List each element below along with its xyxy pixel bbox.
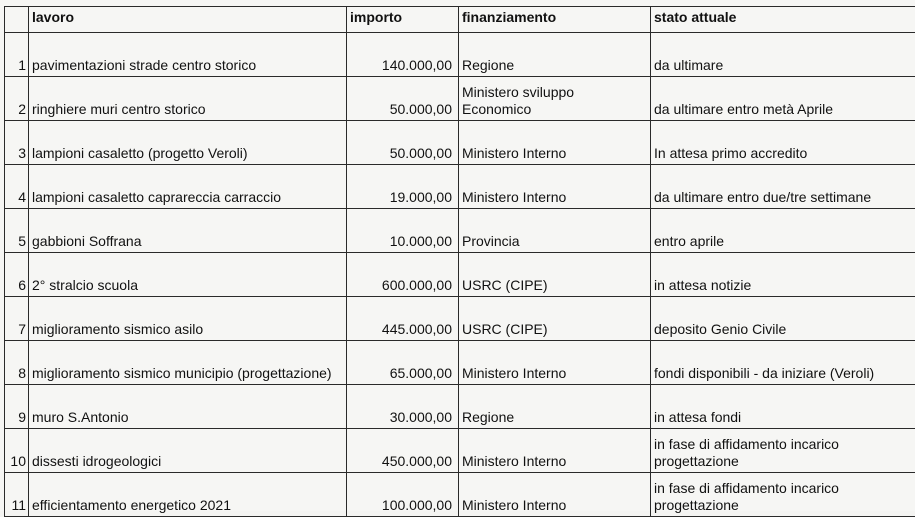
cell-finanziamento: Ministero Interno xyxy=(459,165,651,209)
cell-importo: 600.000,00 xyxy=(347,253,459,297)
cell-stato: in fase di affidamento incarico progettazione xyxy=(651,429,915,473)
cell-stato: in attesa fondi xyxy=(651,385,915,429)
cell-stato: da ultimare xyxy=(651,33,915,77)
header-finanziamento: finanziamento xyxy=(459,7,651,33)
header-row xyxy=(5,7,915,33)
row-number: 2 xyxy=(5,77,29,121)
table-row xyxy=(5,429,915,473)
table-row xyxy=(5,385,915,429)
table-row xyxy=(5,209,915,253)
header-importo: importo xyxy=(347,7,459,33)
cell-lavoro: ringhiere muri centro storico xyxy=(29,77,347,121)
row-number: 11 xyxy=(5,473,29,517)
cell-finanziamento: Provincia xyxy=(459,209,651,253)
table-row xyxy=(5,297,915,341)
cell-finanziamento: Ministero sviluppo Economico xyxy=(459,77,651,121)
cell-lavoro: pavimentazioni strade centro storico xyxy=(29,33,347,77)
cell-finanziamento: Ministero Interno xyxy=(459,121,651,165)
row-number: 10 xyxy=(5,429,29,473)
table-row xyxy=(5,121,915,165)
cell-finanziamento: Ministero Interno xyxy=(459,341,651,385)
row-number: 8 xyxy=(5,341,29,385)
cell-stato: da ultimare entro due/tre settimane xyxy=(651,165,915,209)
cell-stato: deposito Genio Civile xyxy=(651,297,915,341)
cell-stato: in fase di affidamento incarico progettazione xyxy=(651,473,915,517)
cell-stato: fondi disponibili - da iniziare (Veroli) xyxy=(651,341,915,385)
cell-importo: 10.000,00 xyxy=(347,209,459,253)
row-number: 3 xyxy=(5,121,29,165)
row-number: 7 xyxy=(5,297,29,341)
cell-lavoro: dissesti idrogeologici xyxy=(29,429,347,473)
cell-lavoro: lampioni casaletto (progetto Veroli) xyxy=(29,121,347,165)
table-row xyxy=(5,33,915,77)
cell-importo: 445.000,00 xyxy=(347,297,459,341)
table-row xyxy=(5,77,915,121)
works-table xyxy=(4,6,915,517)
cell-stato: entro aprile xyxy=(651,209,915,253)
header-stato: stato attuale xyxy=(651,7,915,33)
cell-lavoro: lampioni casaletto caprareccia carraccio xyxy=(29,165,347,209)
table-row xyxy=(5,473,915,517)
cell-importo: 140.000,00 xyxy=(347,33,459,77)
cell-lavoro: gabbioni Soffrana xyxy=(29,209,347,253)
cell-importo: 50.000,00 xyxy=(347,77,459,121)
cell-finanziamento: Ministero Interno xyxy=(459,429,651,473)
table-row xyxy=(5,253,915,297)
cell-lavoro: efficientamento energetico 2021 xyxy=(29,473,347,517)
cell-stato: In attesa primo accredito xyxy=(651,121,915,165)
cell-importo: 19.000,00 xyxy=(347,165,459,209)
cell-stato: in attesa notizie xyxy=(651,253,915,297)
cell-lavoro: miglioramento sismico municipio (progettazione) xyxy=(29,341,347,385)
cell-importo: 30.000,00 xyxy=(347,385,459,429)
cell-importo: 50.000,00 xyxy=(347,121,459,165)
header-lavoro: lavoro xyxy=(29,7,347,33)
row-number: 9 xyxy=(5,385,29,429)
header-number xyxy=(5,7,29,33)
cell-finanziamento: USRC (CIPE) xyxy=(459,253,651,297)
row-number: 6 xyxy=(5,253,29,297)
table-row xyxy=(5,165,915,209)
cell-importo: 65.000,00 xyxy=(347,341,459,385)
cell-finanziamento: Regione xyxy=(459,385,651,429)
cell-importo: 450.000,00 xyxy=(347,429,459,473)
cell-lavoro: 2° stralcio scuola xyxy=(29,253,347,297)
cell-stato: da ultimare entro metà Aprile xyxy=(651,77,915,121)
cell-finanziamento: Ministero Interno xyxy=(459,473,651,517)
row-number: 1 xyxy=(5,33,29,77)
table-row xyxy=(5,341,915,385)
row-number: 5 xyxy=(5,209,29,253)
cell-finanziamento: Regione xyxy=(459,33,651,77)
cell-lavoro: miglioramento sismico asilo xyxy=(29,297,347,341)
cell-lavoro: muro S.Antonio xyxy=(29,385,347,429)
cell-finanziamento: USRC (CIPE) xyxy=(459,297,651,341)
cell-importo: 100.000,00 xyxy=(347,473,459,517)
row-number: 4 xyxy=(5,165,29,209)
